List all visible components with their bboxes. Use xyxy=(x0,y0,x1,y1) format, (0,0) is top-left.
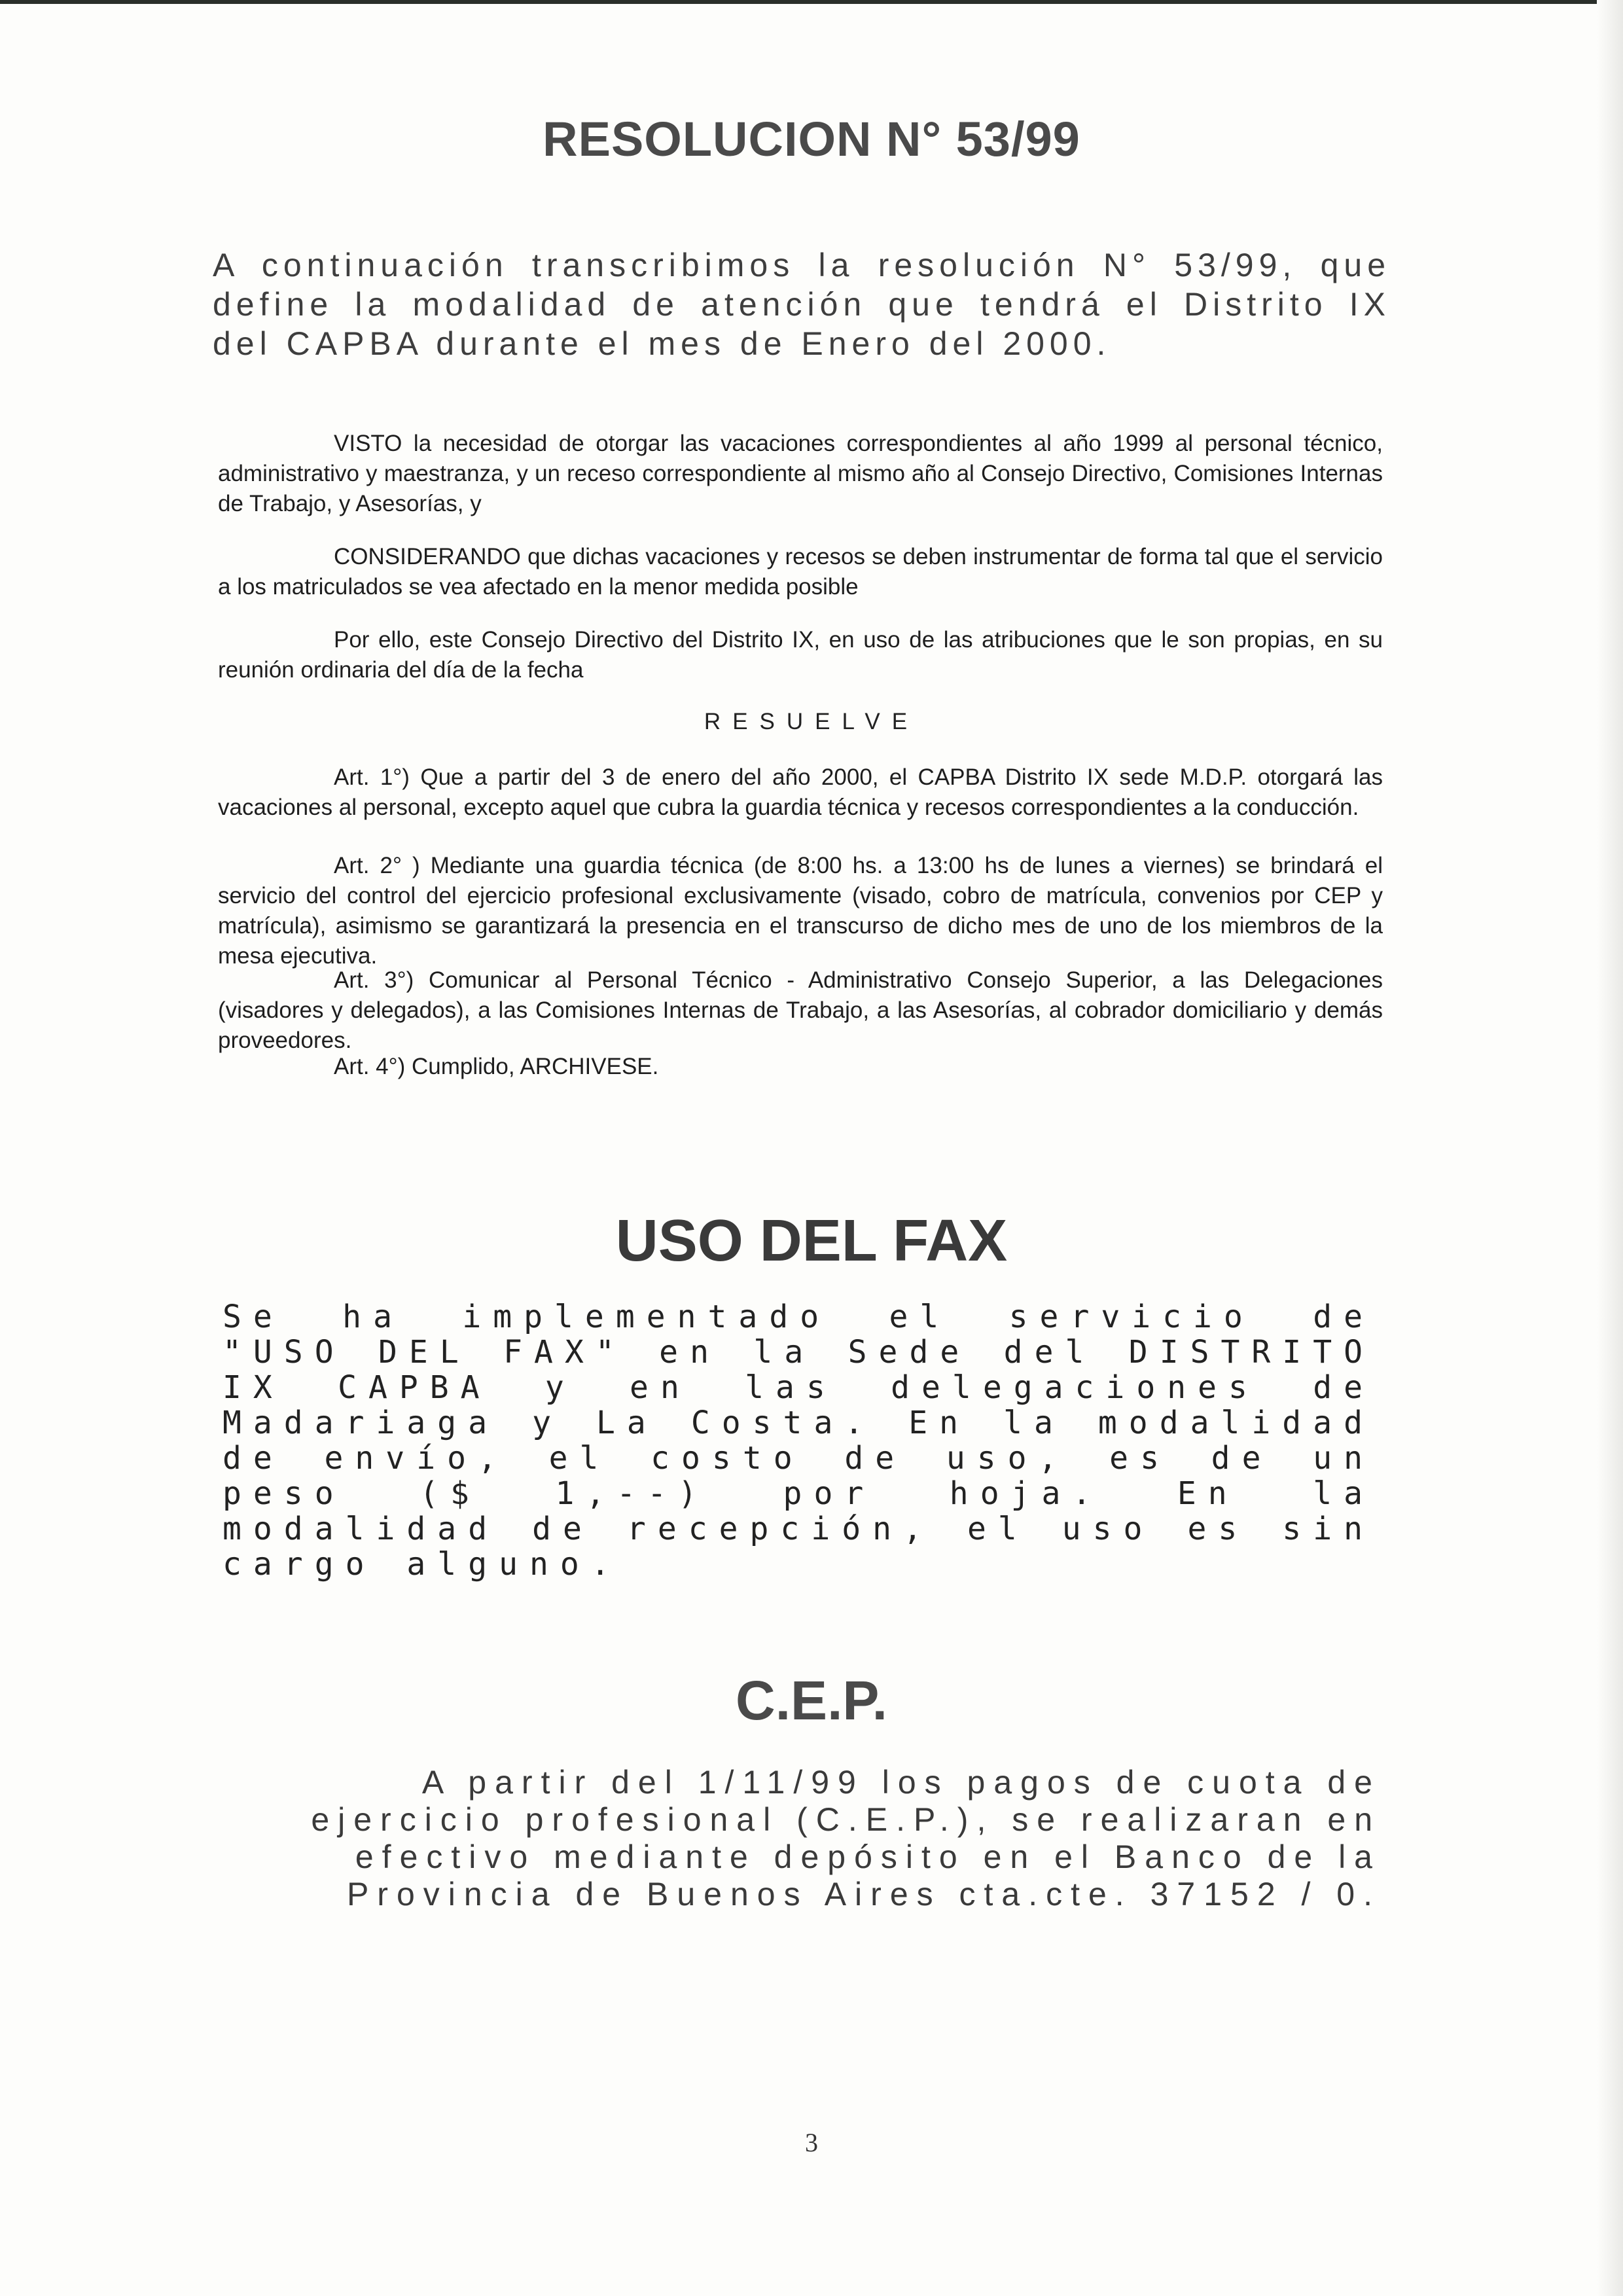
page-number: 3 xyxy=(805,2128,818,2157)
por-ello-paragraph xyxy=(218,625,1383,685)
resolution-intro: A continuación transcribimos la resolución N° 53/99, que define la modalidad de atención que tendrá el Distrito IX del CAPBA durante el mes de Enero del 2000. xyxy=(213,247,1391,362)
por-ello-text: Por ello, este Consejo Directivo del Distrito IX, en uso de las atribuciones que le son propias, en su reunión ordinaria del día de la fecha xyxy=(218,627,1383,683)
resuelve-heading: RESUELVE xyxy=(704,709,919,734)
visto-text: VISTO la necesidad de otorgar las vacaciones correspondientes al año 1999 al personal técnico, administrativo y maestranza, y un receso correspondiente al mismo año al Consejo Directivo, Comisiones Internas de Trabajo, y Asesorías, y xyxy=(218,431,1383,516)
resolution-title: RESOLUCION N° 53/99 xyxy=(543,112,1080,166)
cep-title: C.E.P. xyxy=(736,1670,887,1731)
article-4-text: Art. 4°) Cumplido, ARCHIVESE. xyxy=(334,1054,659,1079)
scan-right-edge xyxy=(1597,0,1623,2296)
article-3 xyxy=(218,965,1383,1056)
considerando-paragraph xyxy=(218,542,1383,602)
article-4 xyxy=(218,1052,1383,1082)
scan-top-edge xyxy=(0,0,1623,4)
cep-text: A partir del 1/11/99 los pagos de cuota de ejercicio profesional (C.E.P.), se realizaran en efectivo mediante depósito en el Banco de la Provincia de Buenos Aires cta.cte. 37152 / 0. xyxy=(311,1764,1381,1912)
fax-title: USO DEL FAX xyxy=(615,1208,1008,1274)
article-2-text: Art. 2° ) Mediante una guardia técnica (de 8:00 hs. a 13:00 hs de lunes a viernes) se brindará el servicio del control del ejercicio profesional exclusivamente (visado, cobro de matrícula, convenios por CEP y matrícula), asimismo se garantizará la presencia en el transcurso de dicho mes de uno de los miembros de la mesa ejecutiva. xyxy=(218,853,1383,969)
fax-text: Se ha implementado el servicio de "USO DEL FAX" en la Sede del DISTRITO IX CAPBA y en las delegaciones de Madariaga y La Costa. En la modalidad de envío, el costo de uso, es de un peso ($ 1,--) por hoja. En la modalidad de recepción, el uso es sin cargo alguno. xyxy=(223,1299,1374,1583)
visto-paragraph xyxy=(218,429,1383,519)
article-1-text: Art. 1°) Que a partir del 3 de enero del año 2000, el CAPBA Distrito IX sede M.D.P. otorgará las vacaciones al personal, excepto aquel que cubra la guardia técnica y recesos correspondientes a la conducción. xyxy=(218,764,1383,820)
considerando-text: CONSIDERANDO que dichas vacaciones y recesos se deben instrumentar de forma tal que el servicio a los matriculados se vea afectado en la menor medida posible xyxy=(218,544,1383,600)
article-1 xyxy=(218,762,1383,823)
article-3-text: Art. 3°) Comunicar al Personal Técnico - Administrativo Consejo Superior, a las Delegaciones (visadores y delegados), a las Comisiones Internas de Trabajo, a las Asesorías, al cobrador domiciliario y demás proveedores. xyxy=(218,967,1383,1053)
article-2 xyxy=(218,851,1383,971)
